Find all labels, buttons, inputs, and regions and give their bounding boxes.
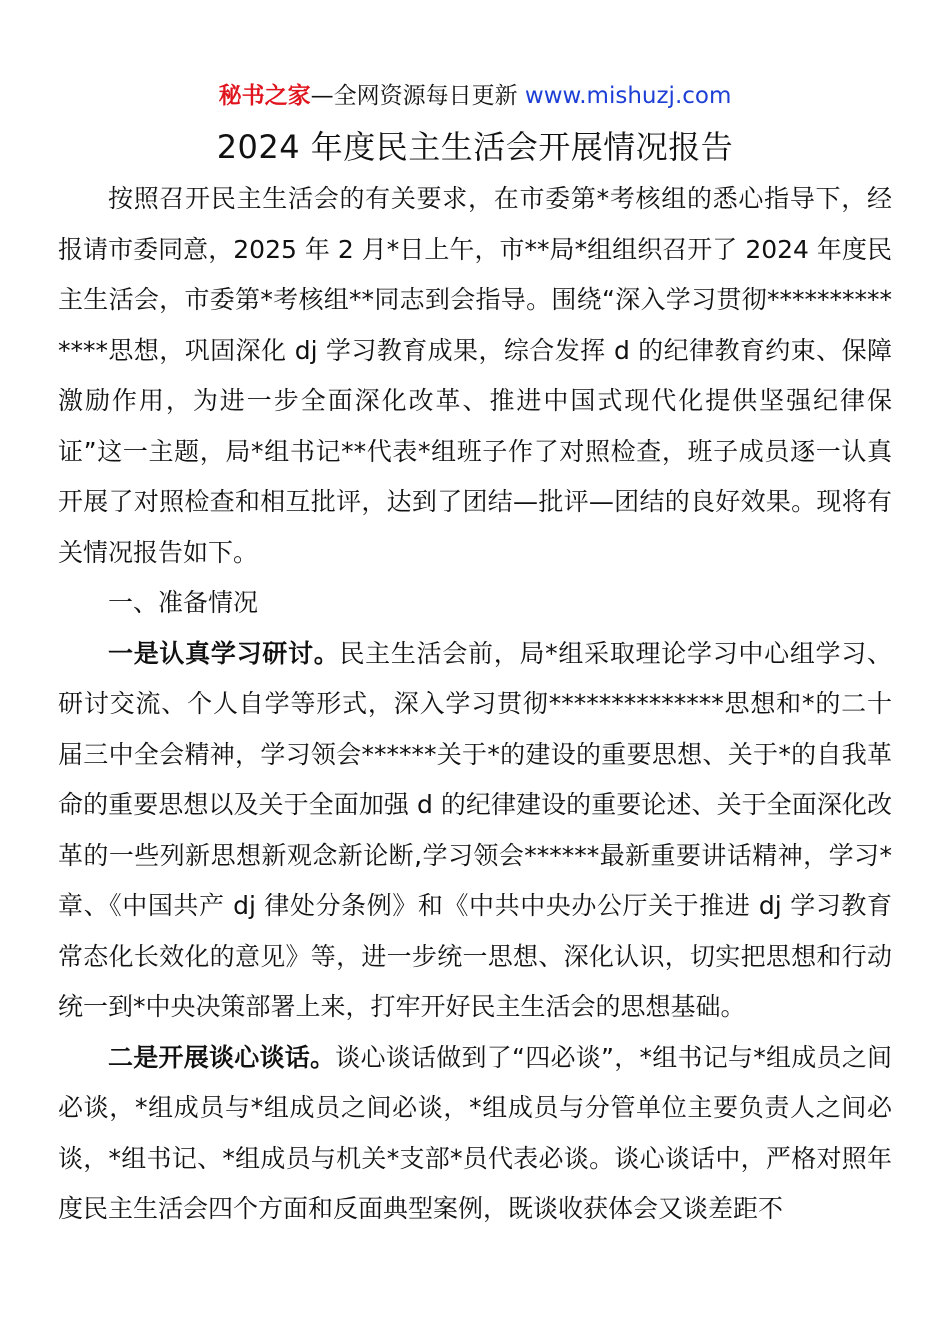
point-talk-text: 谈心谈话做到了“四必谈”，*组书记与*组成员之间必谈，*组成员与*组成员之间必谈，*组成员与分管单位主要负责人之间必谈，*组书记、*组成员与机关*支部*员代表必谈。谈心谈话中，严格对照年度民主生活会四个方面和反面典型案例，既谈收获体会又谈差距不 bbox=[58, 1042, 892, 1223]
document-title: 2024 年度民主生活会开展情况报告 bbox=[216, 128, 734, 166]
section-heading-preparation: 一、准备情况 bbox=[108, 588, 259, 617]
point-study-text: 民主生活会前，局*组采取理论学习中心组学习、研讨交流、个人自学等形式，深入学习贯彻**************思想和*的二十届三中全会精神，学习领会******关于*的建设的重要思想、关于*的自我革命的重要思想以及关于全面加强 d 的纪律建设的重要论述、关于全面深化改革的一些列新思想新观念新论断,学习领会******最新重要讲话精神，学习*章、《中国共产 dj 律处分条例》和《中共中央办公厅关于推进 dj 学习教育常态化长效化的意见》等，进一步统一思想、深化认识，切实把思想和行动统一到*中央决策部署上来，打牢开好民主生活会的思想基础。 bbox=[58, 638, 892, 1021]
site-brand[interactable]: 秘书之家 bbox=[218, 83, 311, 109]
document-body bbox=[58, 174, 892, 1235]
point-study-lead: 一是认真学习研讨。 bbox=[108, 638, 340, 668]
intro-paragraph: 按照召开民主生活会的有关要求，在市委第*考核组的悉心指导下，经报请市委同意，2025 年 2 月*日上午，市**局*组组织召开了 2024 年度民主生活会，市委第*考核组**同志到会指导。围绕“深入学习贯彻**************思想，巩固深化 dj 学习教育成果，综合发挥 d 的纪律教育约束、保障激励作用，为进一步全面深化改革、推进中国式现代化提供坚强纪律保证”这一主题，局*组书记**代表*组班子作了对照检查，班子成员逐一认真开展了对照检查和相互批评，达到了团结—批评—团结的良好效果。现将有关情况报告如下。 bbox=[58, 184, 892, 567]
site-url-link[interactable]: www.mishuzj.com bbox=[524, 83, 732, 109]
point-talk-lead: 二是开展谈心谈话。 bbox=[108, 1042, 336, 1072]
site-header bbox=[0, 80, 950, 112]
point-talk-paragraph bbox=[58, 1033, 892, 1235]
point-study-paragraph bbox=[58, 629, 892, 1033]
site-tagline: —全网资源每日更新 bbox=[310, 83, 525, 109]
